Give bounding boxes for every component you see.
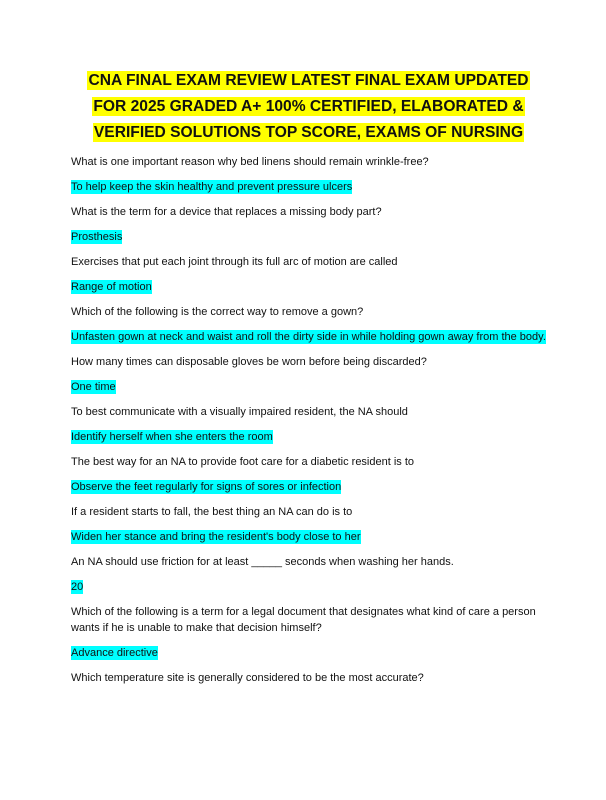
answer-7: Observe the feet regularly for signs of sores or infection	[71, 481, 342, 493]
question-10: Which of the following is a term for a legal document that designates what kind of care a person wants if he is unable to make that decision himself?	[71, 606, 536, 634]
question-1: What is one important reason why bed linens should remain wrinkle-free?	[71, 156, 429, 168]
question-6: To best communicate with a visually impaired resident, the NA should	[71, 406, 408, 418]
answer-3: Range of motion	[71, 281, 152, 293]
question-2: What is the term for a device that replaces a missing body part?	[71, 206, 382, 218]
document-title	[71, 68, 546, 146]
answer-6: Identify herself when she enters the room	[71, 431, 273, 443]
answer-10: Advance directive	[71, 647, 158, 659]
answer-8: Widen her stance and bring the resident's body close to her	[71, 531, 361, 543]
question-8: If a resident starts to fall, the best thing an NA can do is to	[71, 506, 353, 518]
answer-1: To help keep the skin healthy and prevent pressure ulcers	[71, 181, 353, 193]
question-3: Exercises that put each joint through its full arc of motion are called	[71, 256, 398, 268]
question-11: Which temperature site is generally considered to be the most accurate?	[71, 672, 424, 684]
question-7: The best way for an NA to provide foot care for a diabetic resident is to	[71, 456, 415, 468]
answer-4: Unfasten gown at neck and waist and roll the dirty side in while holding gown away from the body.	[71, 331, 546, 343]
answer-5: One time	[71, 381, 116, 393]
question-9: An NA should use friction for at least _____ seconds when washing her hands.	[71, 556, 454, 568]
answer-2: Prosthesis	[71, 231, 123, 243]
answer-9: 20	[71, 581, 84, 593]
question-5: How many times can disposable gloves be worn before being discarded?	[71, 356, 427, 368]
document-title-text: CNA FINAL EXAM REVIEW LATEST FINAL EXAM UPDATED FOR 2025 GRADED A+ 100% CERTIFIED, ELABORATED & VERIFIED SOLUTIONS TOP SCORE, EXAMS OF NURSING	[88, 72, 529, 141]
qa-list	[71, 154, 546, 686]
question-4: Which of the following is the correct way to remove a gown?	[71, 306, 364, 318]
